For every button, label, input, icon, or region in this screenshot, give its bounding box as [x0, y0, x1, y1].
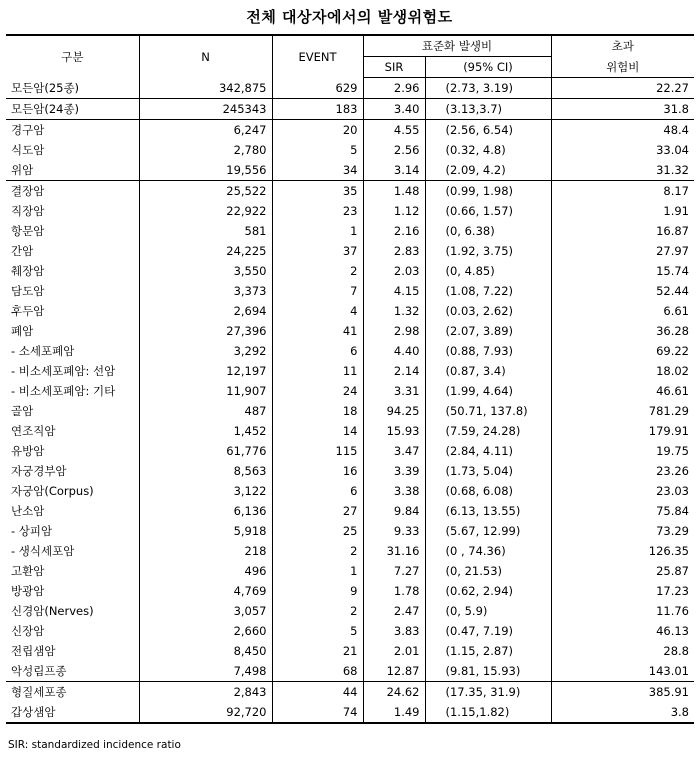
row-excess: 69.22 [656, 344, 689, 358]
row-sir: 9.33 [363, 521, 425, 541]
row-event: 5 [272, 621, 363, 641]
row-sir: 2.16 [363, 221, 425, 241]
row-ci: (0.62, 2.94) [425, 581, 551, 601]
row-ci: (6.13, 13.55) [425, 501, 551, 521]
row-ci: (0.32, 4.8) [425, 140, 551, 160]
row-excess: 781.29 [648, 404, 689, 418]
table-row [6, 341, 694, 361]
row-event: 74 [272, 702, 363, 723]
table-row [6, 361, 694, 381]
row-sir: 4.55 [363, 120, 425, 141]
row-excess: 126.35 [648, 544, 689, 558]
row-excess: 25.87 [656, 564, 689, 578]
table-row [6, 682, 694, 703]
row-sir: 3.38 [363, 481, 425, 501]
row-sir: 94.25 [363, 401, 425, 421]
row-n: 2,660 [139, 621, 272, 641]
row-event: 5 [272, 140, 363, 160]
row-ci: (2.84, 4.11) [425, 441, 551, 461]
table-row [6, 441, 694, 461]
row-ci: (0 , 74.36) [425, 541, 551, 561]
row-sir: 3.14 [363, 160, 425, 181]
row-excess: 6.61 [663, 304, 689, 318]
table-row [6, 601, 694, 621]
row-category: 모든암(25종) [6, 78, 139, 99]
row-n: 3,550 [139, 261, 272, 281]
row-sir: 4.40 [363, 341, 425, 361]
row-event: 16 [272, 461, 363, 481]
row-event: 18 [272, 401, 363, 421]
row-excess: 22.27 [551, 78, 694, 99]
row-n: 92,720 [139, 702, 272, 723]
row-event: 2 [272, 541, 363, 561]
row-ci: (0, 21.53) [425, 561, 551, 581]
header-excess-2: 위험비 [551, 57, 694, 78]
row-event: 629 [272, 78, 363, 99]
table-row [6, 561, 694, 581]
row-event: 6 [272, 481, 363, 501]
row-ci: (5.67, 12.99) [425, 521, 551, 541]
row-sir: 7.27 [363, 561, 425, 581]
row-sir: 24.62 [363, 682, 425, 703]
table-row [6, 521, 694, 541]
row-event: 44 [272, 682, 363, 703]
header-category: 구분 [6, 35, 139, 78]
table-row [6, 501, 694, 521]
table-row [6, 78, 694, 99]
row-category: 골암 [6, 401, 139, 421]
row-excess: 73.29 [656, 524, 689, 538]
row-category: 갑상샘암 [6, 702, 139, 723]
table-row [6, 581, 694, 601]
row-ci: (50.71, 137.8) [425, 401, 551, 421]
row-excess: 23.03 [656, 484, 689, 498]
row-excess: 36.28 [656, 324, 689, 338]
row-sir: 1.48 [363, 181, 425, 202]
row-sir: 1.32 [363, 301, 425, 321]
row-event: 1 [272, 221, 363, 241]
row-excess: 28.8 [663, 644, 689, 658]
row-n: 8,563 [139, 461, 272, 481]
row-n: 218 [139, 541, 272, 561]
row-category: 연조직암 [6, 421, 139, 441]
header-n: N [139, 35, 272, 78]
row-ci: (0.66, 1.57) [425, 201, 551, 221]
row-sir: 12.87 [363, 661, 425, 682]
header-sir: SIR [363, 57, 425, 78]
table-row [6, 401, 694, 421]
row-ci: (0.87, 3.4) [425, 361, 551, 381]
table-row [6, 641, 694, 661]
row-sir: 2.98 [363, 321, 425, 341]
row-category: 악성림프종 [6, 661, 139, 682]
row-ci: (17.35, 31.9) [425, 682, 551, 703]
table-row [6, 181, 694, 202]
row-excess: 143.01 [551, 661, 694, 682]
row-excess: 33.04 [656, 143, 689, 157]
row-ci: (9.81, 15.93) [425, 661, 551, 682]
row-event: 27 [272, 501, 363, 521]
row-category: 신장암 [6, 621, 139, 641]
table-row [6, 301, 694, 321]
table-row [6, 421, 694, 441]
row-excess: 16.87 [656, 224, 689, 238]
row-excess: 31.32 [551, 160, 694, 181]
row-event: 35 [272, 181, 363, 202]
row-n: 487 [139, 401, 272, 421]
row-sir: 1.12 [363, 201, 425, 221]
row-category: 간암 [6, 241, 139, 261]
row-n: 27,396 [139, 321, 272, 341]
row-event: 20 [272, 120, 363, 141]
row-category: 위암 [6, 160, 139, 181]
row-excess: 48.4 [663, 123, 689, 137]
row-ci: (2.73, 3.19) [425, 78, 551, 99]
row-category: 자궁경부암 [6, 461, 139, 481]
row-event: 6 [272, 341, 363, 361]
row-n: 5,918 [139, 521, 272, 541]
row-event: 21 [272, 641, 363, 661]
row-n: 11,907 [139, 381, 272, 401]
row-ci: (0, 4.85) [425, 261, 551, 281]
row-sir: 4.15 [363, 281, 425, 301]
row-excess: 46.61 [656, 384, 689, 398]
row-category: - 비소세포폐암: 선암 [6, 361, 139, 381]
table-row [6, 120, 694, 141]
row-event: 183 [272, 99, 363, 120]
row-excess: 8.17 [663, 184, 689, 198]
row-category: 고환암 [6, 561, 139, 581]
row-sir: 2.01 [363, 641, 425, 661]
row-ci: (0.68, 6.08) [425, 481, 551, 501]
row-event: 2 [272, 601, 363, 621]
row-ci: (0, 5.9) [425, 601, 551, 621]
table-row [6, 461, 694, 481]
row-excess: 31.8 [551, 99, 694, 120]
row-category: 난소암 [6, 501, 139, 521]
row-sir: 2.03 [363, 261, 425, 281]
table-body [6, 78, 694, 724]
row-n: 2,694 [139, 301, 272, 321]
row-event: 14 [272, 421, 363, 441]
row-event: 37 [272, 241, 363, 261]
row-n: 4,769 [139, 581, 272, 601]
row-n: 2,843 [139, 682, 272, 703]
row-sir: 2.47 [363, 601, 425, 621]
row-event: 115 [272, 441, 363, 461]
table-row [6, 261, 694, 281]
row-n: 245343 [139, 99, 272, 120]
header-ci: (95% CI) [425, 57, 551, 78]
row-category: 식도암 [6, 140, 139, 160]
row-category: 담도암 [6, 281, 139, 301]
row-ci: (1.15,1.82) [425, 702, 551, 723]
row-ci: (3.13,3.7) [425, 99, 551, 120]
row-category: 유방암 [6, 441, 139, 461]
row-sir: 1.78 [363, 581, 425, 601]
row-ci: (1.73, 5.04) [425, 461, 551, 481]
row-category: 후두암 [6, 301, 139, 321]
row-sir: 3.47 [363, 441, 425, 461]
row-event: 2 [272, 261, 363, 281]
table-row [6, 99, 694, 120]
row-n: 3,373 [139, 281, 272, 301]
row-sir: 1.49 [363, 702, 425, 723]
row-event: 24 [272, 381, 363, 401]
row-excess: 179.91 [648, 424, 689, 438]
row-category: 결장암 [6, 181, 139, 202]
row-category: 경구암 [6, 120, 139, 141]
table-row [6, 702, 694, 723]
row-category: 췌장암 [6, 261, 139, 281]
row-n: 7,498 [139, 661, 272, 682]
row-excess: 15.74 [656, 264, 689, 278]
row-sir: 3.40 [363, 99, 425, 120]
table-row [6, 201, 694, 221]
row-excess: 11.76 [656, 604, 689, 618]
row-ci: (1.08, 7.22) [425, 281, 551, 301]
row-excess: 385.91 [648, 685, 689, 699]
row-event: 7 [272, 281, 363, 301]
row-ci: (0.47, 7.19) [425, 621, 551, 641]
row-event: 68 [272, 661, 363, 682]
table-row [6, 221, 694, 241]
row-n: 3,122 [139, 481, 272, 501]
row-sir: 3.83 [363, 621, 425, 641]
row-ci: (2.56, 6.54) [425, 120, 551, 141]
table-row [6, 140, 694, 160]
row-event: 9 [272, 581, 363, 601]
row-n: 3,292 [139, 341, 272, 361]
row-excess: 18.02 [656, 364, 689, 378]
row-ci: (1.15, 2.87) [425, 641, 551, 661]
row-ci: (0.99, 1.98) [425, 181, 551, 202]
table-row [6, 241, 694, 261]
row-ci: (2.09, 4.2) [425, 160, 551, 181]
row-category: - 비소세포폐암: 기타 [6, 381, 139, 401]
row-excess: 1.91 [663, 204, 689, 218]
row-event: 4 [272, 301, 363, 321]
incidence-risk-table [6, 34, 694, 724]
row-event: 11 [272, 361, 363, 381]
row-excess: 27.97 [656, 244, 689, 258]
row-n: 12,197 [139, 361, 272, 381]
row-event: 41 [272, 321, 363, 341]
row-sir: 31.16 [363, 541, 425, 561]
row-sir: 9.84 [363, 501, 425, 521]
table-row [6, 381, 694, 401]
row-event: 25 [272, 521, 363, 541]
row-n: 342,875 [139, 78, 272, 99]
row-n: 6,136 [139, 501, 272, 521]
row-category: 항문암 [6, 221, 139, 241]
row-n: 8,450 [139, 641, 272, 661]
row-ci: (1.92, 3.75) [425, 241, 551, 261]
row-n: 1,452 [139, 421, 272, 441]
table-row [6, 160, 694, 181]
row-n: 19,556 [139, 160, 272, 181]
table-row [6, 321, 694, 341]
row-n: 25,522 [139, 181, 272, 202]
row-excess: 23.26 [656, 464, 689, 478]
row-ci: (1.99, 4.64) [425, 381, 551, 401]
row-sir: 2.14 [363, 361, 425, 381]
footnote: SIR: standardized incidence ratio [8, 739, 181, 751]
row-n: 22,922 [139, 201, 272, 221]
row-event: 34 [272, 160, 363, 181]
table-row [6, 481, 694, 501]
row-n: 496 [139, 561, 272, 581]
row-sir: 2.56 [363, 140, 425, 160]
row-category: 폐암 [6, 321, 139, 341]
row-n: 24,225 [139, 241, 272, 261]
row-sir: 2.83 [363, 241, 425, 261]
row-n: 3,057 [139, 601, 272, 621]
row-category: - 생식세포암 [6, 541, 139, 561]
header-excess-1: 초과 [551, 35, 694, 57]
table-row [6, 661, 694, 682]
row-category: - 상피암 [6, 521, 139, 541]
row-ci: (2.07, 3.89) [425, 321, 551, 341]
table-row [6, 541, 694, 561]
row-category: 방광암 [6, 581, 139, 601]
row-excess: 19.75 [656, 444, 689, 458]
row-excess: 75.84 [656, 504, 689, 518]
row-category: 모든암(24종) [6, 99, 139, 120]
row-sir: 3.39 [363, 461, 425, 481]
header-event: EVENT [272, 35, 363, 78]
row-excess: 52.44 [656, 284, 689, 298]
row-n: 581 [139, 221, 272, 241]
row-event: 23 [272, 201, 363, 221]
table-title: 전체 대상자에서의 발생위험도 [246, 8, 453, 26]
row-ci: (0, 6.38) [425, 221, 551, 241]
row-category: - 소세포폐암 [6, 341, 139, 361]
row-ci: (0.88, 7.93) [425, 341, 551, 361]
row-n: 61,776 [139, 441, 272, 461]
row-category: 신경암(Nerves) [6, 601, 139, 621]
row-excess: 46.13 [656, 624, 689, 638]
row-sir: 2.96 [363, 78, 425, 99]
row-n: 2,780 [139, 140, 272, 160]
row-sir: 15.93 [363, 421, 425, 441]
row-ci: (0.03, 2.62) [425, 301, 551, 321]
row-category: 형질세포종 [6, 682, 139, 703]
row-excess: 17.23 [656, 584, 689, 598]
table-row [6, 281, 694, 301]
row-category: 자궁암(Corpus) [6, 481, 139, 501]
table-row [6, 621, 694, 641]
row-category: 직장암 [6, 201, 139, 221]
header-standardized: 표준화 발생비 [363, 35, 551, 57]
row-event: 1 [272, 561, 363, 581]
row-ci: (7.59, 24.28) [425, 421, 551, 441]
row-excess: 3.8 [551, 702, 694, 723]
row-sir: 3.31 [363, 381, 425, 401]
row-n: 6,247 [139, 120, 272, 141]
row-category: 전립샘암 [6, 641, 139, 661]
